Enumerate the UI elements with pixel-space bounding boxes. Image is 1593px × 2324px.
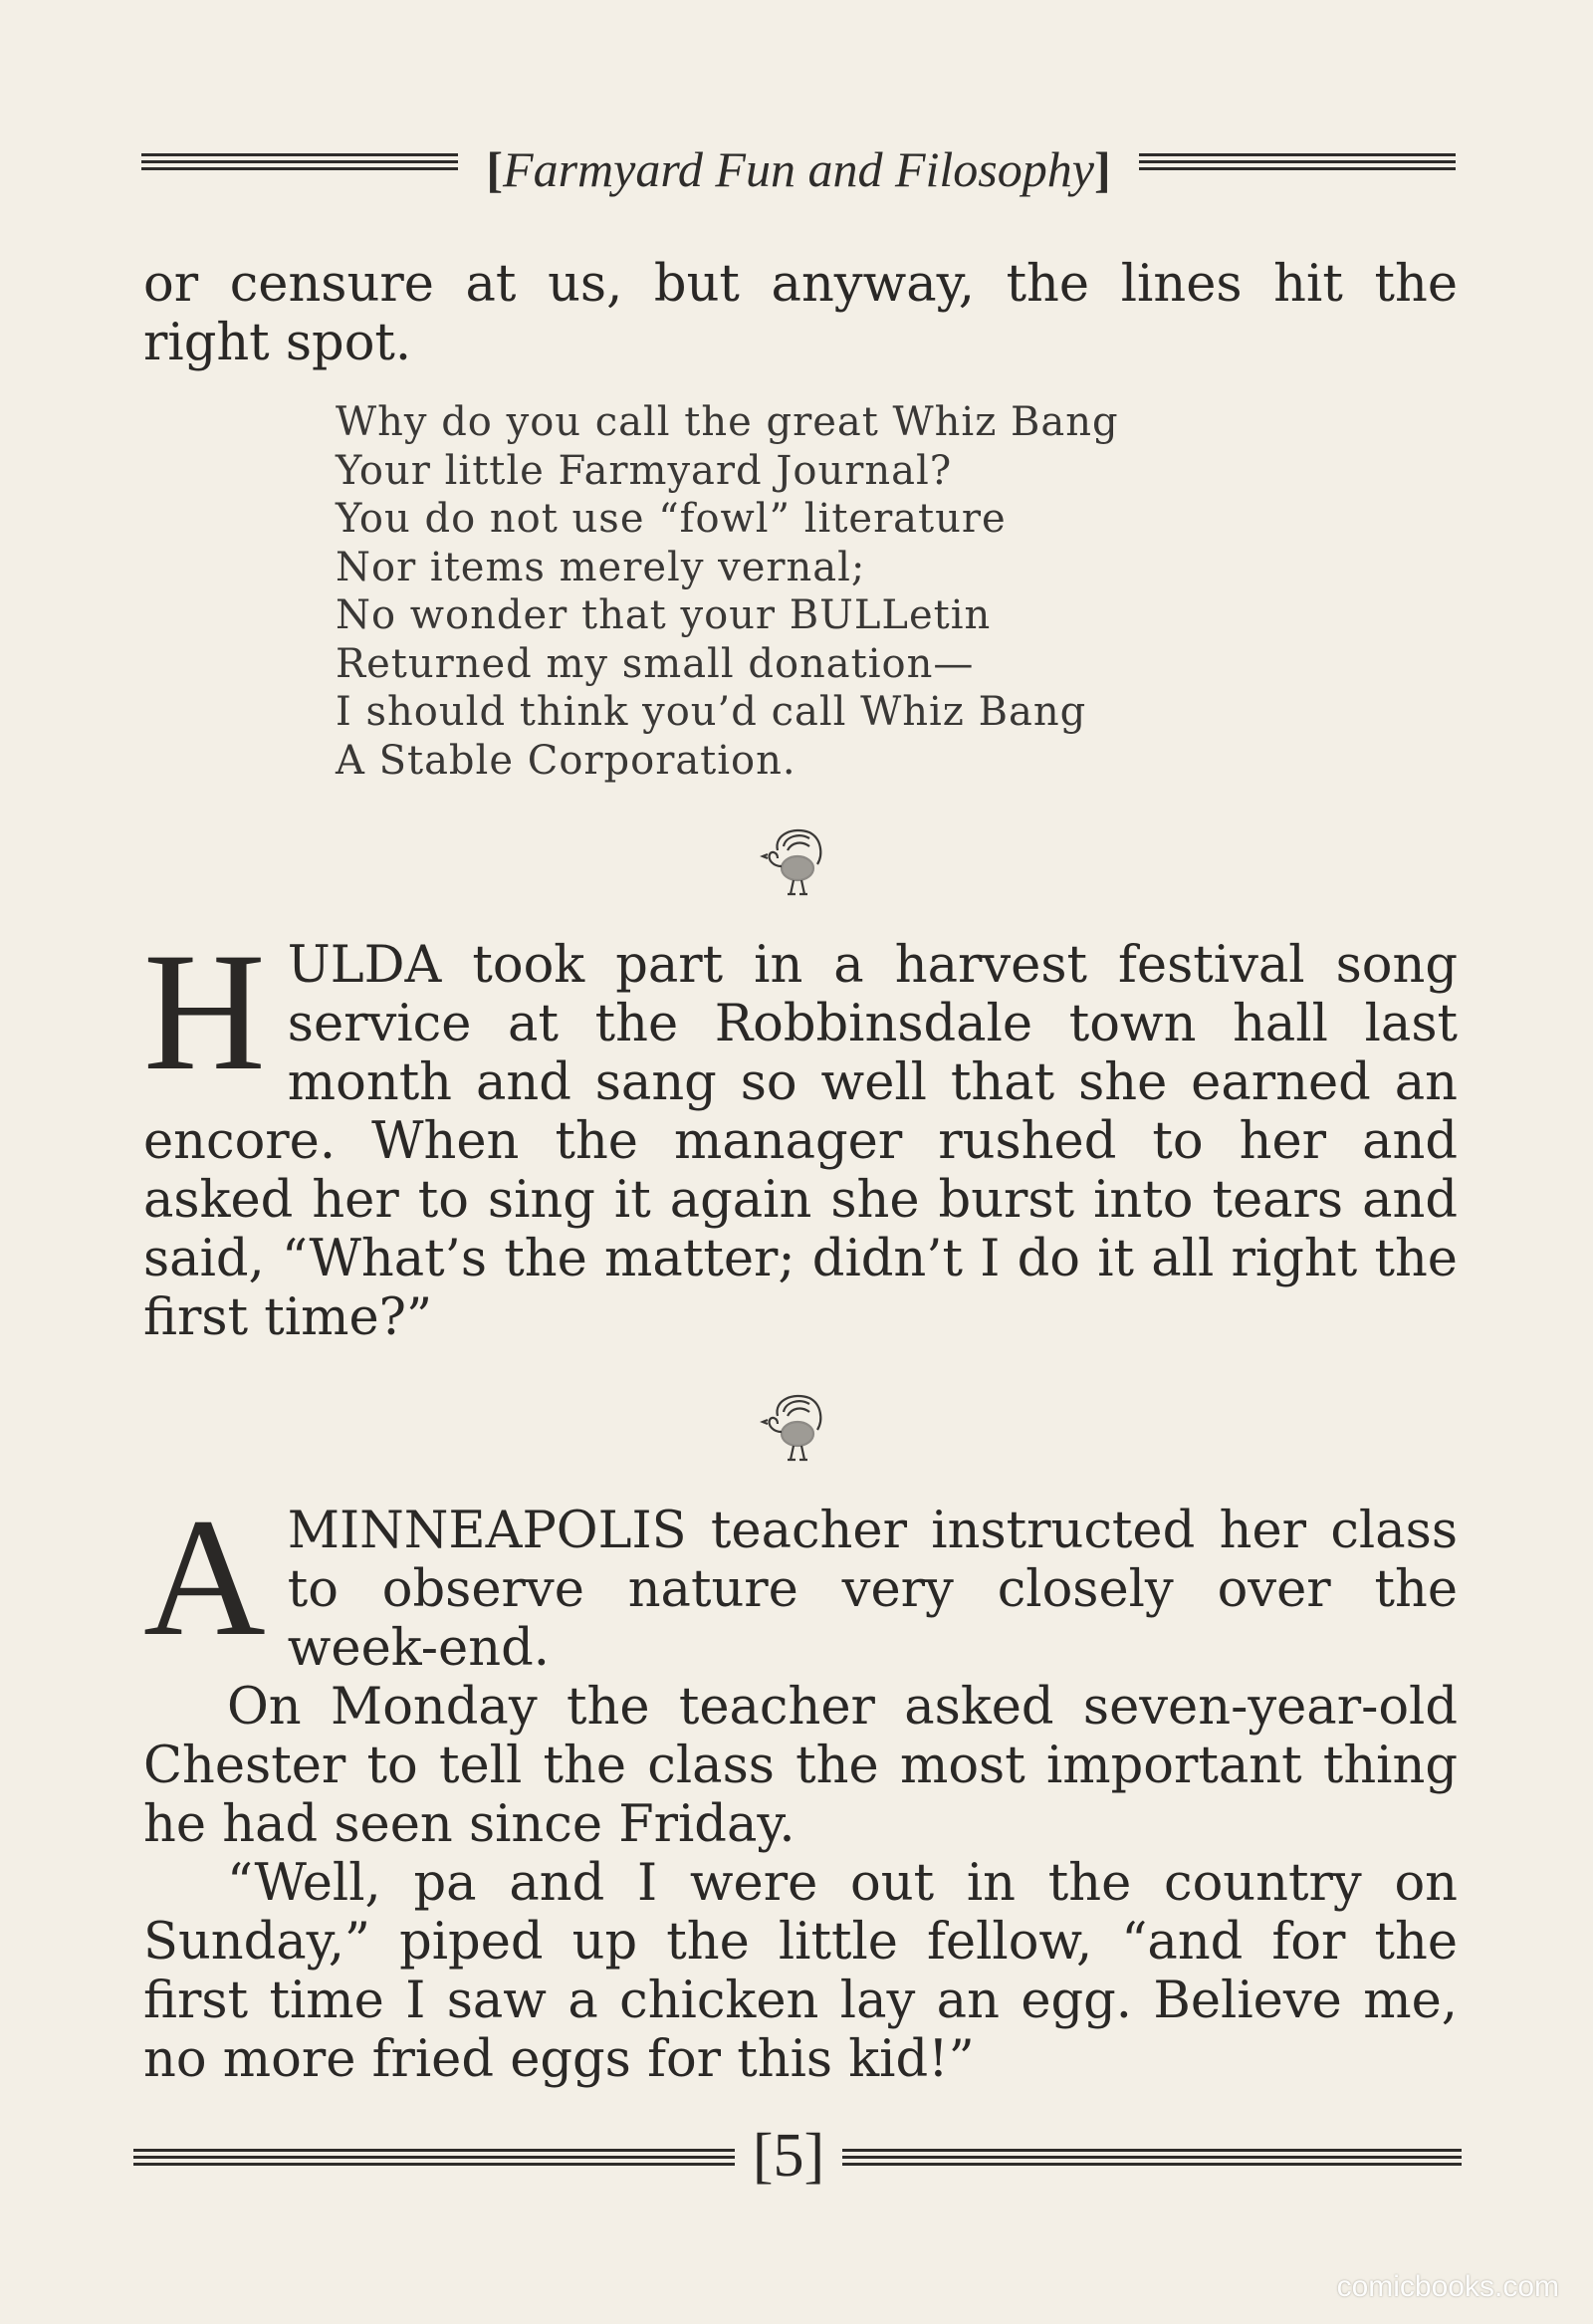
header-rule-left	[141, 151, 458, 171]
story-minneapolis-text: MINNEAPOLIS teacher instructed her class to observe nature very closely over the week-end.	[287, 1502, 1458, 1678]
page-footer	[133, 2119, 1462, 2189]
story-hulda	[143, 918, 1458, 1347]
footer-rule-left	[133, 2147, 735, 2167]
story-minneapolis-p3: “Well, pa and I were out in the country on Sunday,” piped up the little fellow, “and for the first time I saw a chicken lay an egg. Believe me, no more fried eggs for this kid!”	[143, 1854, 1458, 2089]
page-number: [5]	[752, 2122, 825, 2190]
poem-line: Your little Farmyard Journal?	[336, 447, 953, 494]
turkey-icon	[760, 820, 829, 900]
poem-line: A Stable Corporation.	[336, 737, 796, 784]
header-bracket-close: ]	[1093, 141, 1111, 197]
drop-cap: A	[143, 1484, 266, 1671]
header-bracket-open: [	[486, 141, 504, 197]
turkey-icon	[760, 1386, 829, 1466]
intro-paragraph	[143, 255, 1458, 372]
story-minneapolis-p2: On Monday the teacher asked seven-year-old Chester to tell the class the most important thing he had seen since Friday.	[143, 1678, 1458, 1854]
watermark: comicbooks.com	[1336, 2270, 1559, 2303]
header-rule-right	[1139, 151, 1456, 171]
poem-line: You do not use “fowl” literature	[336, 496, 1007, 542]
header-title-text: Farmyard Fun and Filosophy	[503, 141, 1094, 197]
header-title	[458, 139, 1139, 199]
poem-line: Why do you call the great Whiz Bang	[336, 399, 1119, 445]
footer-rule-right	[842, 2147, 1462, 2167]
running-header	[141, 139, 1456, 199]
poem-line: Nor items merely vernal;	[336, 544, 866, 590]
poem-line: Returned my small donation—	[336, 640, 975, 687]
poem	[336, 398, 1291, 785]
poem-line: No wonder that your BULLetin	[336, 592, 992, 638]
drop-cap: H	[143, 918, 266, 1105]
story-minneapolis	[143, 1484, 1458, 2089]
poem-line: I should think you’d call Whiz Bang	[336, 689, 1087, 735]
story-hulda-text: ULDA took part in a harvest festival song service at the Robbinsdale town hall last month and sang so well that she earned an encore. When the manager rushed to her and asked her to sing it again she burst into tears and said, “What’s the matter; didn’t I do it all right the first time?”	[143, 936, 1458, 1347]
intro-text: or censure at us, but anyway, the lines hit the right spot.	[143, 255, 1458, 372]
